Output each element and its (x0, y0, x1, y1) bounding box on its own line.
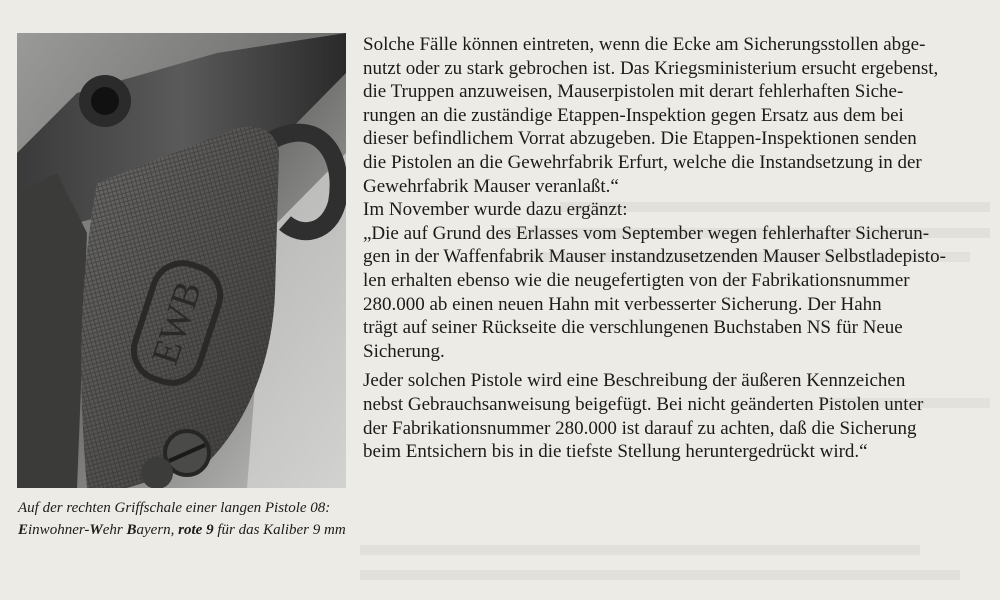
text-line: Jeder solchen Pistole wird eine Beschreibung der äußeren Kennzeichen (363, 370, 906, 392)
caption-text: ehr (102, 522, 127, 538)
text-line: „Die auf Grund des Erlasses vom September wegen fehlerhafter Sicherun- (363, 222, 930, 244)
text-line: gen in der Waffenfabrik Mauser instandzusetzenden Mauser Selbstladepisto- (363, 246, 946, 268)
caption-emphasis: B (126, 522, 137, 538)
caption-text: , (170, 522, 179, 538)
text-line: Sicherung. (363, 340, 445, 362)
text-line: der Fabrikationsnummer 280.000 ist darauf zu achten, daß die Sicherung (363, 417, 917, 439)
caption-emphasis: E (18, 522, 29, 538)
paragraph-3 (363, 369, 1000, 463)
text-line: len erhalten ebenso wie die neugefertigten von der Fabrikationsnummer (363, 269, 910, 291)
text-line: trägt auf seiner Rückseite die verschlungenen Buchstaben NS für Neue (363, 317, 903, 339)
text-line: Solche Fälle können eintreten, wenn die Ecke am Sicherungsstollen abge- (363, 34, 926, 55)
caption-emphasis: W (89, 522, 103, 538)
caption-emphasis: rote 9 (178, 522, 214, 538)
text-line: dieser befindlichem Vorrat abzugeben. Die Etappen-Inspektionen senden (363, 128, 917, 150)
pistol-grip-photo (17, 33, 346, 488)
text-line: die Pistolen an die Gewehrfabrik Erfurt, welche die Instandsetzung in der (363, 151, 922, 173)
photo-caption (18, 497, 348, 541)
text-line: nutzt oder zu stark gebrochen ist. Das Kriegsministerium ersucht ergebenst, (363, 57, 939, 79)
text-line: beim Entsichern bis in die tiefste Stellung heruntergedrückt wird.“ (363, 441, 868, 463)
caption-text: Auf der rechten Griffschale einer langen Pistole 08: (18, 500, 331, 516)
caption-text: ayern (136, 522, 171, 538)
paragraph-2 (363, 198, 1000, 363)
text-line: Im November wurde dazu ergänzt: (363, 199, 628, 221)
text-line: die Truppen anzuweisen, Mauserpistolen mit derart fehlerhaften Siche- (363, 81, 904, 103)
text-line: nebst Gebrauchsanweisung beigefügt. Bei nicht geänderten Pistolen unter (363, 393, 924, 415)
paragraph-1 (363, 33, 1000, 198)
caption-text: inwohner- (28, 522, 90, 538)
text-line: rungen an die zuständige Etappen-Inspektion gegen Ersatz aus dem bei (363, 104, 904, 126)
caption-text: für das Kaliber 9 mm (213, 522, 346, 538)
grip-monogram: EWB (143, 276, 211, 370)
text-line: 280.000 ab einen neuen Hahn mit verbesserter Sicherung. Der Hahn (363, 293, 882, 315)
text-line: Gewehrfabrik Mauser veranlaßt.“ (363, 175, 619, 197)
body-text (363, 33, 1000, 464)
